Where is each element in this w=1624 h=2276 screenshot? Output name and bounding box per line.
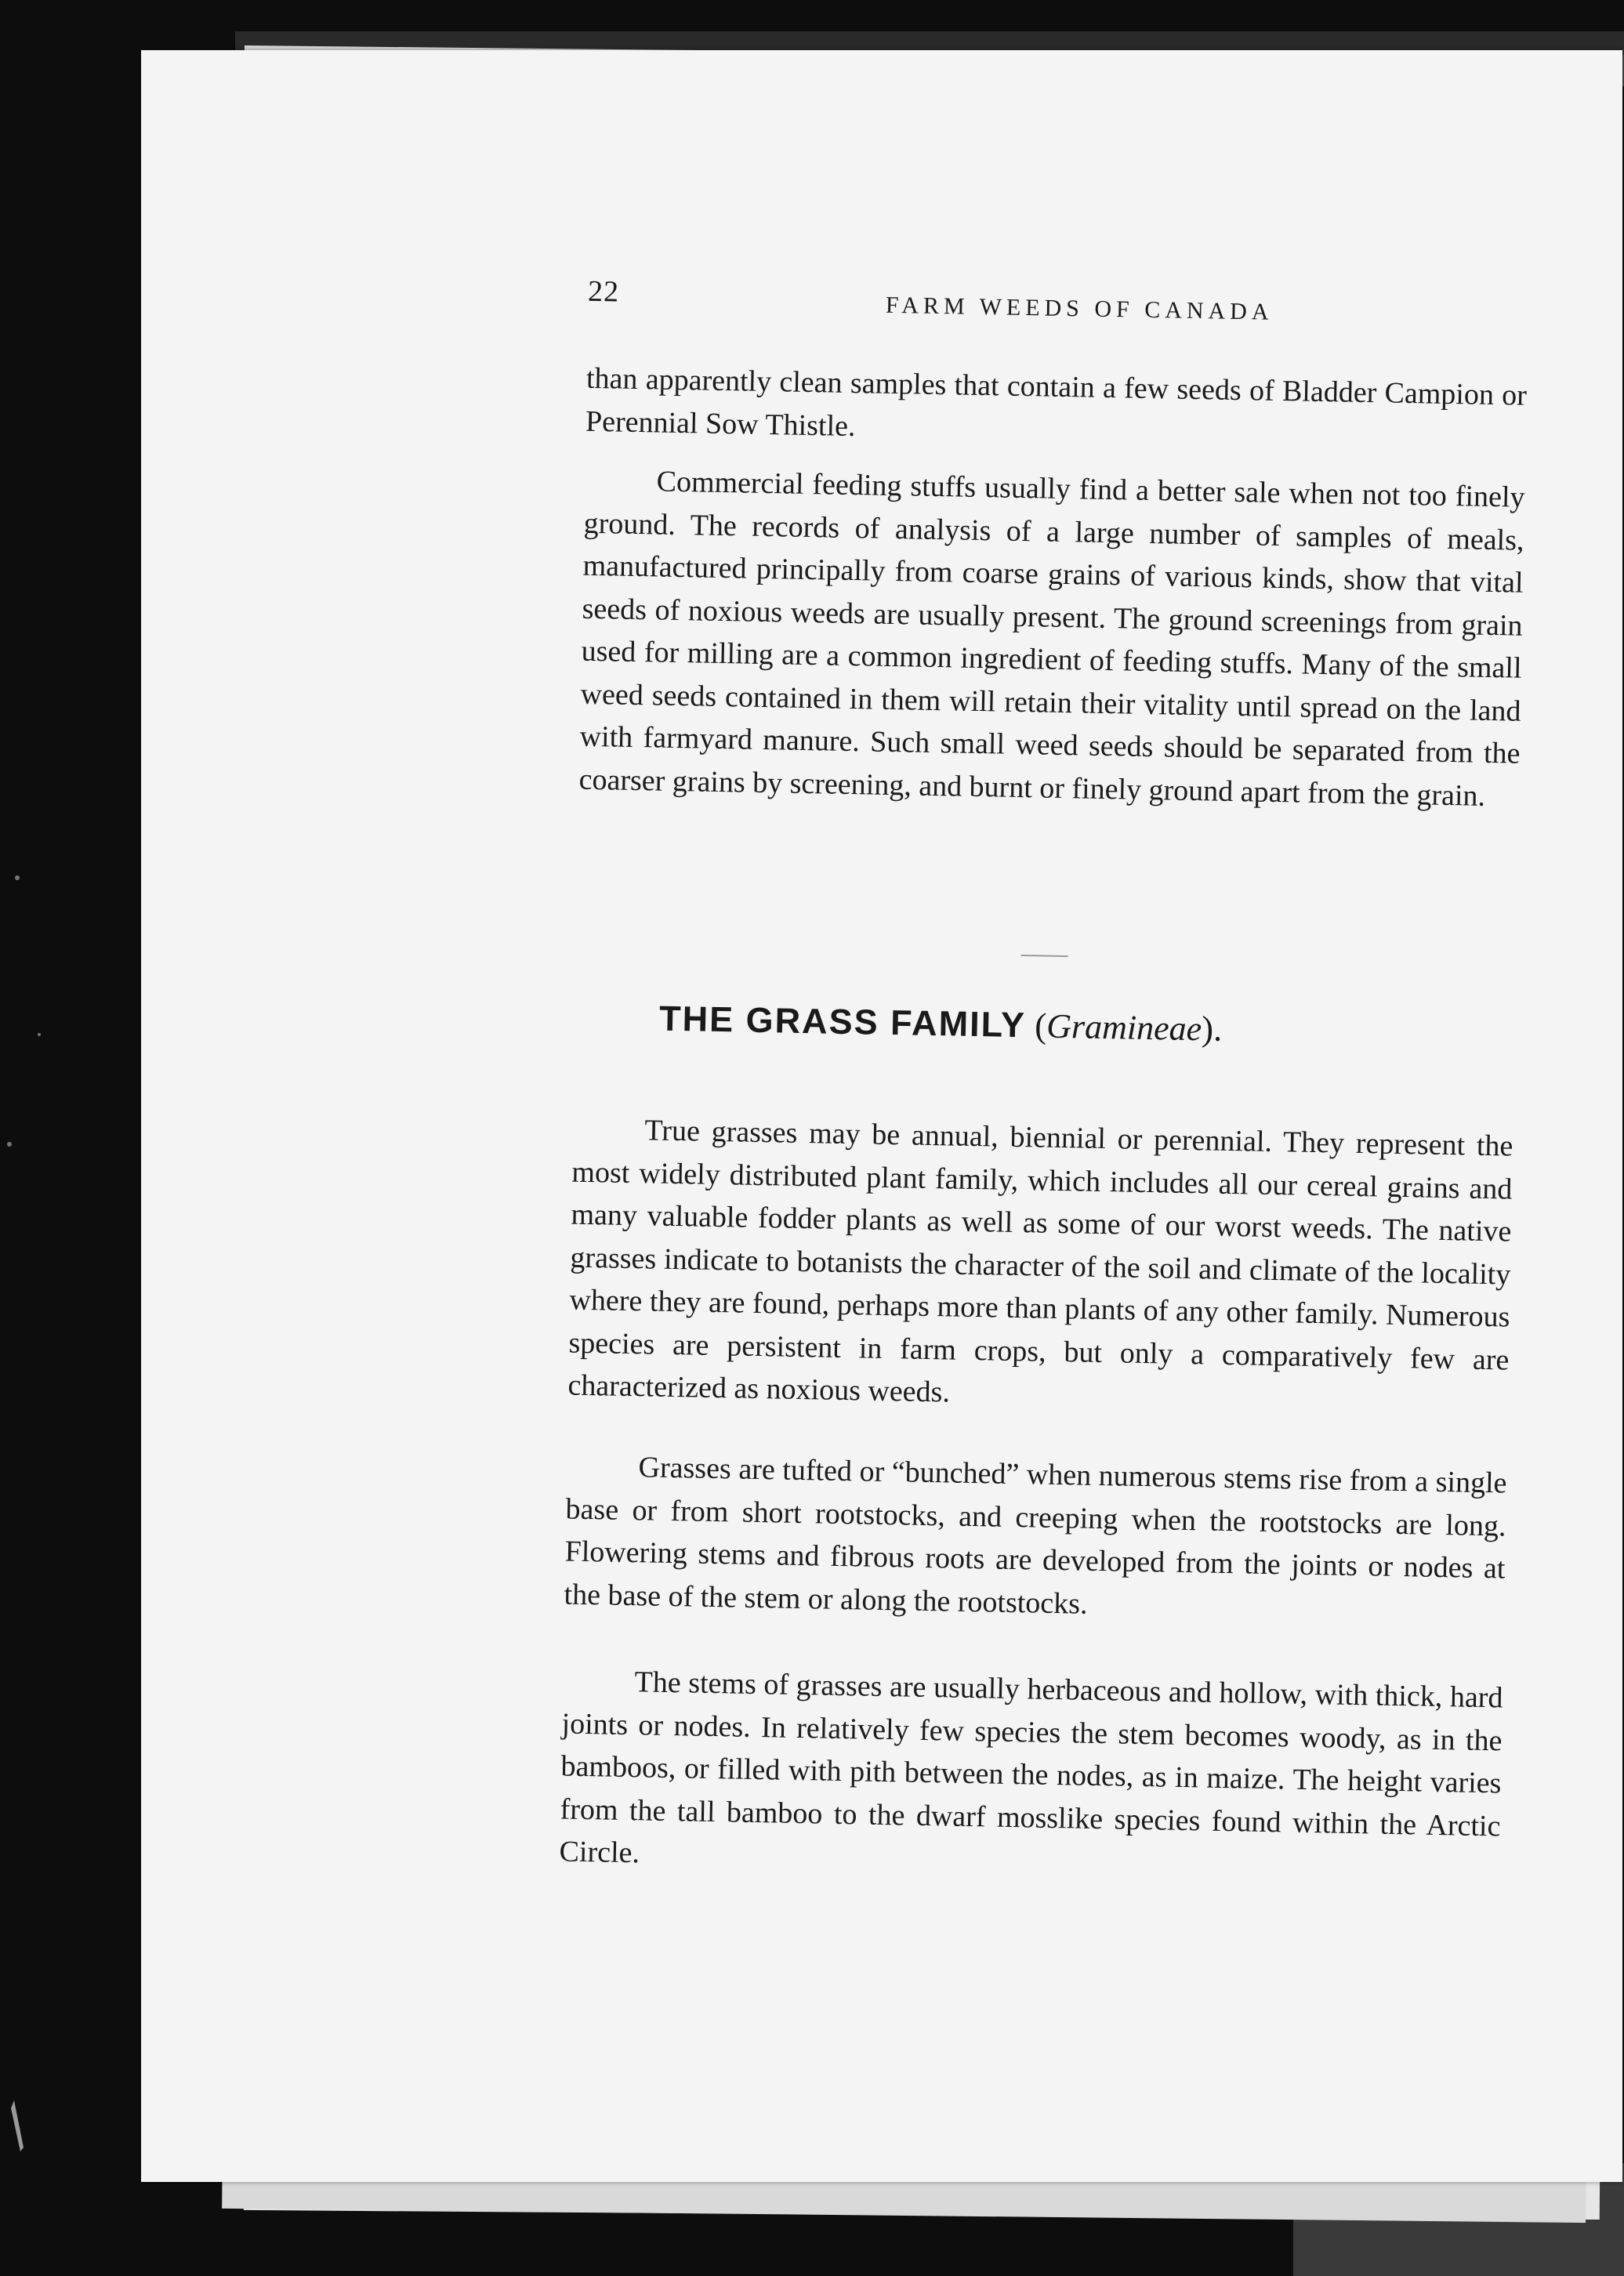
section-heading bbox=[659, 995, 1522, 1059]
section-heading-title: THE GRASS FAMILY bbox=[658, 998, 1027, 1046]
paragraph-continued: than apparently clean samples that contain a few seeds of Bladder Campion or Perennial Sow Thistle. bbox=[585, 361, 1528, 443]
paragraph-feeding-stuffs: Commercial feeding stuffs usually find a better sale when not too finely ground. The records of analysis of a large number of samples of meals, manufactured principally from coarse grains of various kinds, show that vital seeds of noxious weeds are usually present. The ground screenings from grain used for milling are a common ingredient of feeding stuffs. Many of the small weed seeds contained in them will retain their vitality until spread on the land with farmyard manure. Such small weed seeds should be separated from the coarser grains by screening, and burnt or finely ground apart from the grain. bbox=[578, 465, 1525, 813]
heading-paren-open: ( bbox=[1025, 1006, 1047, 1046]
running-head bbox=[587, 274, 1591, 339]
paragraph-grass-stems: The stems of grasses are usually herbaceous and hollow, with thick, hard joints or nodes. In relatively few species the stem becomes woody, as in the bamboos, or filled with pith between the nodes, as in maize. The height varies from the tall bamboo to the dwarf mosslike species found within the Arctic Circle. bbox=[559, 1665, 1503, 1870]
document-page bbox=[141, 50, 1622, 2182]
section-divider bbox=[1021, 955, 1068, 957]
section-heading-latin: Gramineae bbox=[1046, 1006, 1202, 1049]
heading-paren-close: ). bbox=[1201, 1009, 1223, 1049]
page-content bbox=[121, 38, 1624, 2196]
paragraph-tufted-grasses: Grasses are tufted or “bunched” when numerous stems rise from a single base or from short rootstocks, and creeping when the rootstocks are long. Flowering stems and fibrous roots are developed from the joints or nodes at the base of the stem or along the rootstocks. bbox=[564, 1451, 1507, 1621]
page-number: 22 bbox=[587, 274, 620, 309]
running-title: FARM WEEDS OF CANADA bbox=[885, 292, 1274, 325]
paragraph-true-grasses: True grasses may be annual, biennial or perennial. They represent the most widely distributed plant family, which includes all our cereal grains and many valuable fodder plants as well as some of our worst weeds. The native grasses indicate to botanists the character of the soil and climate of the locality where they are found, perhaps more than plants of any other family. Numerous species are persistent in farm crops, but only a comparatively few are characterized as noxious weeds. bbox=[567, 1114, 1513, 1409]
